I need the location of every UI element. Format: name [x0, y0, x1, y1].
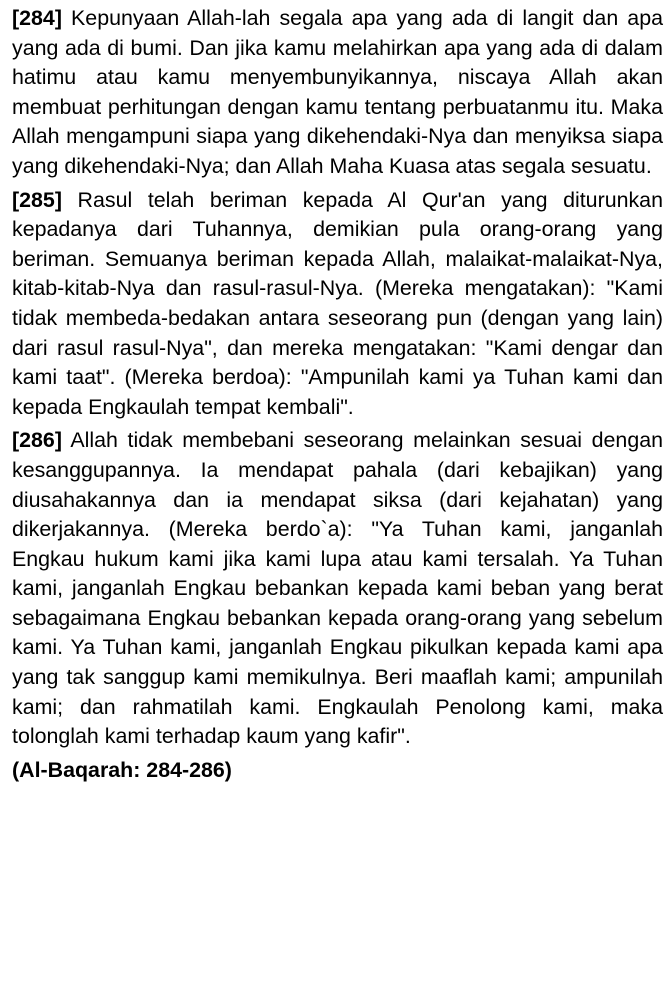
source-citation: (Al-Baqarah: 284-286) — [12, 757, 232, 782]
document-page — [12, 4, 663, 785]
verse-284 — [12, 4, 663, 182]
verse-number: [284] — [12, 6, 62, 30]
verse-text: Allah tidak membebani seseorang melainkan sesuai dengan kesanggupannya. Ia mendapat pahala (dari kebajikan) yang diusahakannya dan ia mendapat siksa (dari kejahatan) yang dikerjakannya. (Mereka berdo`a): "Ya Tuhan kami, janganlah Engkau hukum kami jika kami lupa atau kami tersalah. Ya Tuhan kami, janganlah Engkau bebankan kepada kami beban yang berat sebagaimana Engkau bebankan kepada orang-orang yang sebelum kami. Ya Tuhan kami, janganlah Engkau pikulkan kepada kami apa yang tak sanggup kami memikulnya. Beri maaflah kami; ampunilah kami; dan rahmatilah kami. Engkaulah Penolong kami, maka tolonglah kami terhadap kaum yang kafir". — [12, 428, 664, 749]
verse-number: [286] — [12, 428, 62, 453]
verse-text: Rasul telah beriman kepada Al Qur'an yang diturunkan kepadanya dari Tuhannya, demikian pula orang-orang yang beriman. Semuanya beriman kepada Allah, malaikat-malaikat-Nya, kitab-kitab-Nya dan rasul-rasul-Nya. (Mereka mengatakan): "Kami tidak membeda-bedakan antara seseorang pun (dengan yang lain) dari rasul rasul-Nya", dan mereka mengatakan: "Kami dengar dan kami taat". (Mereka berdoa): "Ampunilah kami ya Tuhan kami dan kepada Engkaulah tempat kembali". — [12, 187, 663, 419]
verse-285 — [12, 186, 663, 423]
verse-number: [285] — [12, 187, 62, 212]
verse-text: Kepunyaan Allah-lah segala apa yang ada di langit dan apa yang ada di bumi. Dan jika kamu melahirkan apa yang ada di dalam hatimu atau kamu menyembunyikannya, niscaya Allah akan membuat perhitungan dengan kamu tentang perbuatanmu itu. Maka Allah mengampuni siapa yang dikehendaki-Nya dan menyiksa siapa yang dikehendaki-Nya; dan Allah Maha Kuasa atas segala sesuatu. — [12, 6, 663, 178]
verse-286 — [12, 426, 663, 752]
